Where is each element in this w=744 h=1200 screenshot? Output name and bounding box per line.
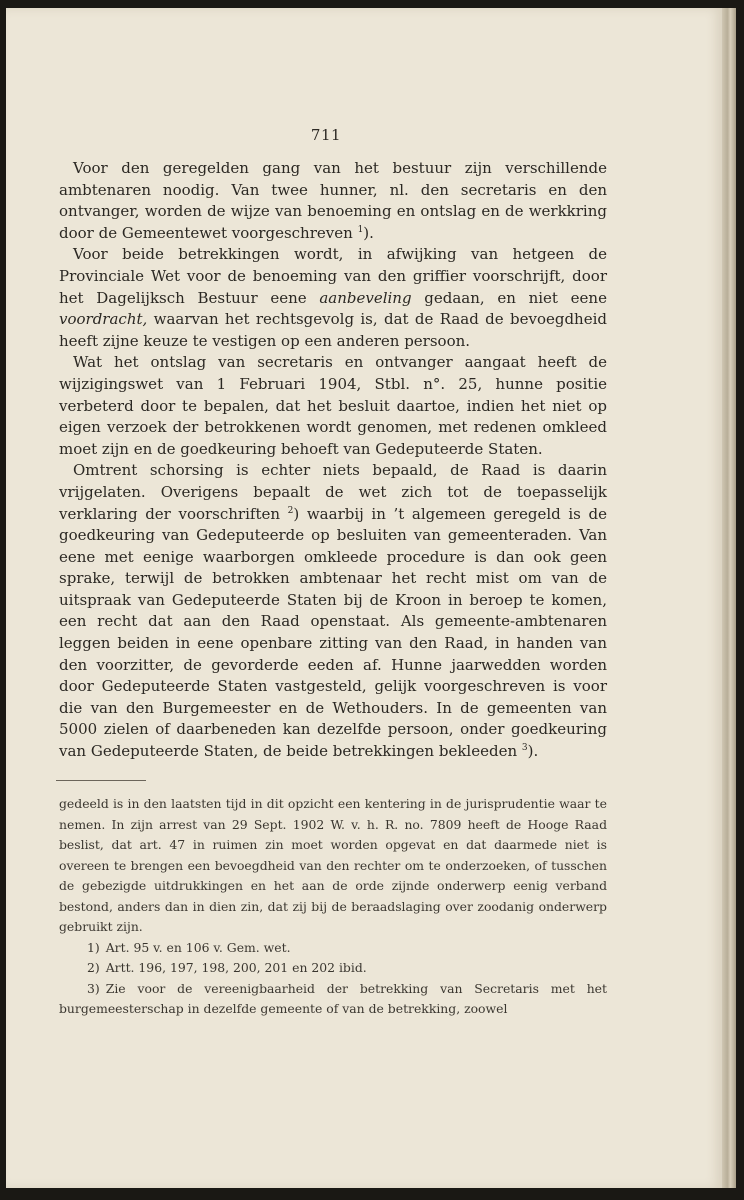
footnote-number: 3) xyxy=(87,980,100,996)
footnote-divider xyxy=(56,780,146,781)
paragraph-4 xyxy=(59,460,607,762)
footnote-number: 1) xyxy=(87,939,100,955)
emphasis-aanbeveling: aanbeveling xyxy=(319,288,412,307)
paragraph-1-text: Voor den geregelden gang van het bestuur zijn verschillende ambtenaren noodig. Van twee hunner, nl. den secretaris en den ontvanger, worden de wijze van benoeming en ontslag en de werkkring door de Gemeentewet voorgeschreven xyxy=(59,159,607,242)
footnote-number: 2) xyxy=(87,960,100,975)
footnote-text: Art. 95 v. en 106 v. Gem. wet. xyxy=(105,939,291,955)
footnote-continued: gedeeld is in den laatsten tijd in dit opzicht een kentering in de jurisprudentie waar te nemen. In zijn arrest van 29 Sept. 1902 W. v. h. R. no. 7809 heeft de Hooge Raad beslist, dat art. 47 in ruimen zin moet worden opgevat en dat daarmede niet is overeen te brengen een bevoegdheid van den rechter om te onderzoeken, of tusschen de gebezigde uitdrukkingen en het aan de orde zijnde onderwerp eenig verband bestond, anders dan in dien zin, dat zij bij de beraadslaging over zoodanig onderwerp gebruikt zijn. xyxy=(59,796,607,934)
footnote-1 xyxy=(59,938,607,959)
paragraph-1-end: ). xyxy=(363,223,374,242)
emphasis-voordracht: voordracht, xyxy=(59,310,148,329)
footnote-ref-1: 1 xyxy=(357,224,364,235)
paragraph-4-end: ). xyxy=(527,742,539,761)
main-text xyxy=(59,158,607,763)
book-page xyxy=(6,8,722,1188)
paragraph-4-text-b: ) waarbij in ’t algemeen geregeld is de goedkeuring van Gedeputeerde op besluiten van gemeenteraden. Van eene met eenige waarborgen omkleede procedure is dan ook geen sprake, terwijl de betrokken ambtenaar het recht mist om van de uitspraak van Gedeputeerde Staten bij de Kroon in beroep te komen, een recht dat aan den Raad openstaat. Als gemeente-ambtenaren leggen beiden in eene openbare zitting van den Raad, in handen van den voorzitter, de gevorderde eeden af. Hunne jaarwedden worden door Gedeputeerde Staten vastgesteld, gelijk voorgeschreven is voor die van den Burgemeester en de Wethouders. In de gemeenten van 5000 zielen of daarbeneden kan dezelfde persoon, onder goedkeuring van Gedeputeerde Staten, de beide betrekkingen bekleeden xyxy=(59,504,607,761)
page-edge xyxy=(722,8,736,1188)
paragraph-4-text-a: Omtrent schorsing is echter niets bepaald, de Raad is daarin vrijgelaten. Overigens bepaalt de wet zich tot de toepasselijk verklaring der voorschriften xyxy=(59,461,607,523)
page-number: 711 xyxy=(310,126,342,144)
footnote-ref-3: 3 xyxy=(521,743,528,754)
paragraph-2-text-c: waarvan het rechtsgevolg is, dat de Raad de bevoegdheid heeft zijne keuze te vestigen op een anderen persoon. xyxy=(59,310,607,350)
footnote-ref-2: 2 xyxy=(287,505,294,516)
paragraph-1 xyxy=(59,158,607,244)
footnote-2 xyxy=(59,958,607,979)
footnote-text: Zie voor de vereenigbaarheid der betrekking van Secretaris met het burgemeesterschap in dezelfde gemeente of van de betrekking, zoowel xyxy=(59,980,607,1016)
footnotes xyxy=(59,794,607,1020)
footnote-text: Artt. 196, 197, 198, 200, 201 en 202 ibid. xyxy=(105,960,367,975)
paragraph-2-text-a: Voor beide betrekkingen wordt, in afwijking van hetgeen de Provinciale Wet voor de benoeming van den griffier voorschrijft, door het Dagelijksch Bestuur eene xyxy=(59,245,607,307)
paragraph-2 xyxy=(59,244,607,352)
paragraph-2-text-b: gedaan, en niet eene xyxy=(424,288,607,307)
paragraph-3: Wat het ontslag van secretaris en ontvanger aangaat heeft de wijzigingswet van 1 Februari 1904, Stbl. n°. 25, hunne positie verbeterd door te bepalen, dat het besluit daartoe, indien het niet op eigen verzoek der betrokkenen wordt genomen, met redenen omkleed moet zijn en de goedkeuring behoeft van Gedeputeerde Staten. xyxy=(59,353,607,458)
footnote-3 xyxy=(59,979,607,1020)
